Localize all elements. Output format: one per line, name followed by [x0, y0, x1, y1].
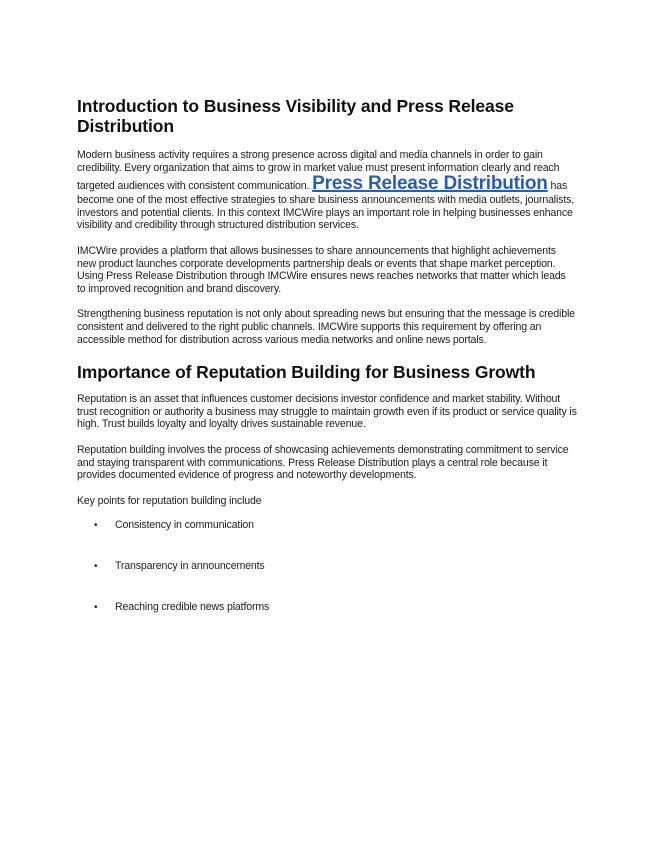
list-item-text: Reaching credible news platforms: [115, 601, 270, 614]
imcwire-platform-paragraph: IMCWire provides a platform that allows businesses to share announcements that highlight achievements new product launches corporate developments partnership deals or events that shape market perception. Using Press Release Distribution through IMCWire ensures news reaches networks that matter which leads to improved recognition and brand discovery.: [77, 244, 566, 295]
section-heading-reputation: Importance of Reputation Building for Business Growth: [77, 362, 536, 383]
list-item-text: Consistency in communication: [115, 519, 254, 532]
strengthening-reputation-paragraph: Strengthening business reputation is not only about spreading news but ensuring that the message is credible consistent and delivered to the right public channels. IMCWire supports this requirement by offering an accessible method for distribution across various media networks and online news portals.: [77, 308, 575, 346]
key-points-list: [77, 519, 577, 614]
press-release-distribution-link[interactable]: Press Release Distribution: [312, 173, 548, 195]
list-item: [77, 601, 577, 614]
document-page: [77, 96, 577, 642]
reputation-building-paragraph: Reputation building involves the process of showcasing achievements demonstrating commitment to service and staying transparent with communications. Press Release Distribution plays a central role because it provides documented evidence of progress and noteworthy developments.: [77, 443, 569, 482]
section-heading-introduction: Introduction to Business Visibility and Press Release Distribution: [77, 96, 514, 136]
intro-text-before-link: Modern business activity requires a strong presence across digital and media channels in order to gain credibility. Every organization that aims to grow in market value must present information clearly and reach targeted audiences with consistent communication.: [77, 149, 560, 193]
intro-text-after-link: has become one of the most effective strategies to share business announcements with media outlets, journalists, investors and potential clients. In this context IMCWire plays an important role in helping businesses enhance visibility and credibility through structured distribution services.: [77, 180, 575, 232]
bullet-icon: •: [94, 602, 98, 614]
key-points-intro: Key points for reputation building include: [77, 494, 262, 507]
list-item: [77, 560, 577, 573]
list-item-text: Transparency in announcements: [115, 560, 265, 573]
bullet-icon: •: [94, 561, 98, 573]
intro-paragraph: [77, 149, 577, 232]
list-item: [77, 519, 577, 532]
bullet-icon: •: [94, 520, 98, 532]
reputation-asset-paragraph: Reputation is an asset that influences customer decisions investor confidence and market stability. Without trust recognition or authority a business may struggle to maintain growth even if its product or service quality is high. Trust builds loyalty and loyalty drives sustainable revenue.: [77, 393, 577, 431]
